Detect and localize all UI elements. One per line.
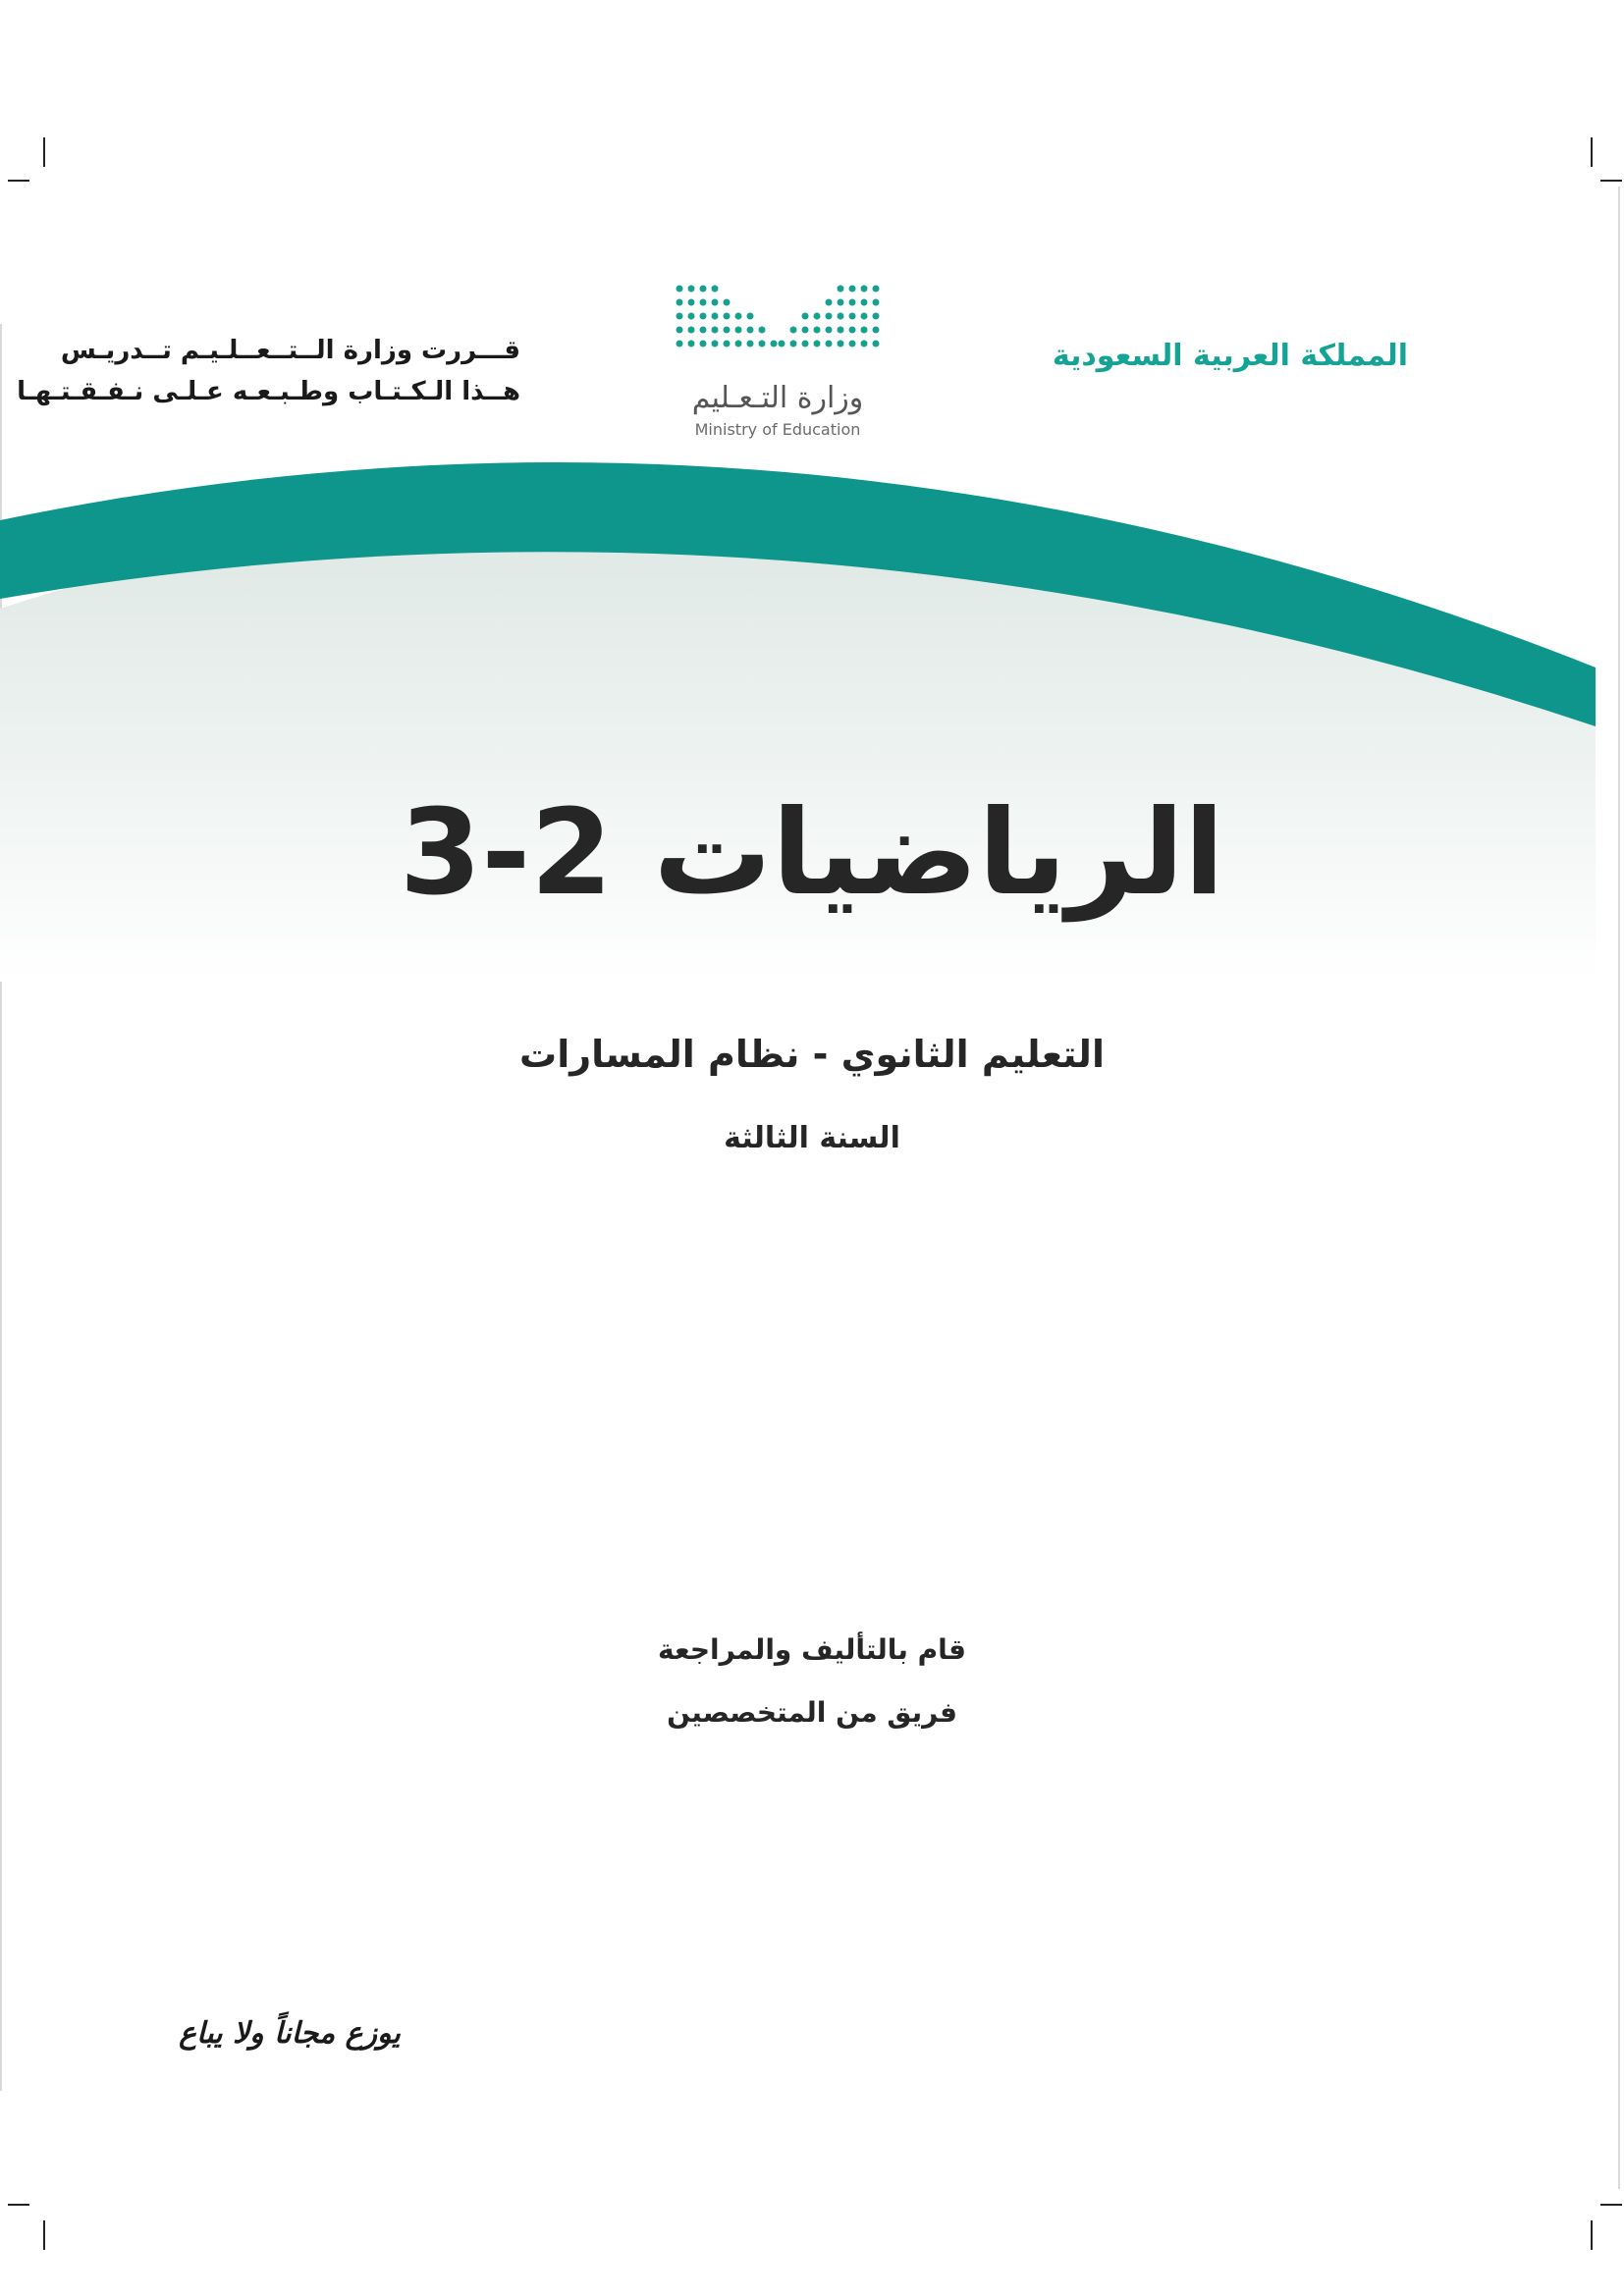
crop-mark-bottom-left-h (8, 2204, 29, 2206)
ministry-logo (660, 275, 895, 452)
crop-mark-bottom-right-v (1591, 2220, 1593, 2250)
approval-line-2: هــذا الـكـتـاب وطـبـعـه عـلـى نـفـقـتـهـا (17, 377, 520, 406)
authors-credit: قام بالتأليف والمراجعة (658, 1633, 966, 1666)
ministry-logo-dots-icon (660, 275, 895, 373)
book-subtitle: التعليم الثانوي - نظام المسارات (519, 1033, 1105, 1076)
ministry-name-ar: وزارة التـعـليم (691, 381, 864, 415)
free-distribution-note: يوزع مجاناً ولا يباع (179, 2016, 401, 2051)
ministry-name-en: Ministry of Education (694, 420, 861, 439)
approval-line-1: قـــررت وزارة الــتــعــلـيـم تــدريـس (60, 336, 520, 365)
book-title: الرياضيات 2-3 (399, 785, 1225, 922)
authors-team: فريق من المتخصصين (667, 1696, 957, 1729)
crop-mark-bottom-right-h (1600, 2204, 1622, 2206)
crop-mark-bottom-left-v (43, 2220, 45, 2250)
kingdom-label: المملكة العربية السعودية (1052, 339, 1408, 373)
school-year: السنة الثالثة (724, 1121, 900, 1155)
approval-note (17, 330, 520, 412)
